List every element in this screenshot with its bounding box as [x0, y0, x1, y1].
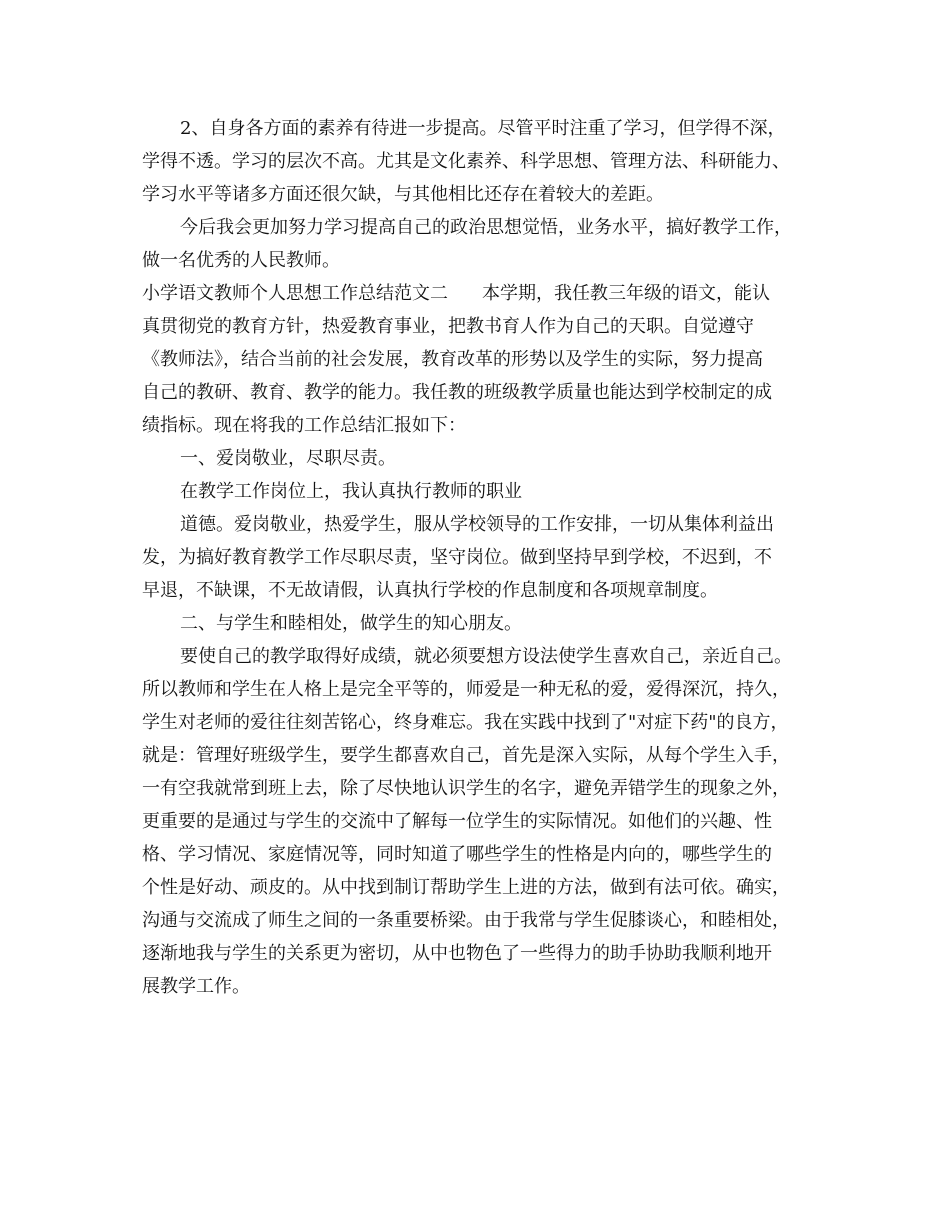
paragraph-line: 个性是好动、顽皮的。从中找到制订帮助学生上进的方法，做到有法可依。确实， [142, 877, 790, 898]
section-title: 小学语文教师个人思想工作总结范文二 [142, 283, 448, 304]
body-text [142, 112, 812, 1003]
paragraph-line: 格、学习情况、家庭情况等，同时知道了哪些学生的性格是内向的，哪些学生的 [142, 844, 772, 865]
paragraph-line: 真贯彻党的教育方针，热爱教育事业，把教书育人作为自己的天职。自觉遵守 [142, 316, 754, 337]
paragraph-line: 2、自身各方面的素养有待进一步提高。尽管平时注重了学习，但学得不深， [180, 118, 786, 139]
paragraph-line: 沟通与交流成了师生之间的一条重要桥梁。由于我常与学生促膝谈心，和睦相处， [142, 910, 790, 931]
paragraph-line: 学得不透。学习的层次不高。尤其是文化素养、科学思想、管理方法、科研能力、 [142, 151, 790, 172]
paragraph-line: 道德。爱岗敬业，热爱学生，服从学校领导的工作安排，一切从集体利益出 [180, 514, 774, 535]
paragraph-line: 更重要的是通过与学生的交流中了解每一位学生的实际情况。如他们的兴趣、性 [142, 811, 772, 832]
paragraph-line: 《教师法》，结合当前的社会发展，教育改革的形势以及学生的实际，努力提高 [142, 349, 763, 370]
section-title-line [142, 277, 812, 310]
paragraph-line: 一有空我就常到班上去，除了尽快地认识学生的名字，避免弄错学生的现象之外， [142, 778, 790, 799]
paragraph-line: 发，为搞好教育教学工作尽职尽责，坚守岗位。做到坚持早到学校，不迟到，不 [142, 547, 772, 568]
paragraph-line: 早退，不缺课，不无故请假，认真执行学校的作息制度和各项规章制度。 [142, 580, 718, 601]
paragraph-start: 本学期，我任教三年级的语文，能认 [482, 283, 770, 304]
paragraph-line: 逐渐地我与学生的关系更为密切，从中也物色了一些得力的助手协助我顺利地开 [142, 943, 772, 964]
paragraph-line: 展教学工作。 [142, 976, 250, 997]
paragraph-line: 学习水平等诸多方面还很欠缺，与其他相比还存在着较大的差距。 [142, 184, 664, 205]
paragraph-line: 就是：管理好班级学生，要学生都喜欢自己，首先是深入实际，从每个学生入手， [142, 745, 790, 766]
heading-line: 一、爱岗敬业，尽职尽责。 [180, 448, 396, 469]
paragraph-line: 所以教师和学生在人格上是完全平等的，师爱是一种无私的爱，爱得深沉，持久， [142, 679, 790, 700]
paragraph-line: 自己的教研、教育、教学的能力。我任教的班级教学质量也能达到学校制定的成 [142, 382, 772, 403]
heading-line: 二、与学生和睦相处，做学生的知心朋友。 [180, 613, 522, 634]
paragraph-line: 要使自己的教学取得好成绩，就必须要想方设法使学生喜欢自己，亲近自己。 [180, 646, 792, 667]
paragraph-line: 做一名优秀的人民教师。 [142, 250, 340, 271]
paragraph-line: 今后我会更加努力学习提高自己的政治思想觉悟，业务水平，搞好教学工作， [180, 217, 792, 238]
paragraph-line: 学生对老师的爱往往刻苦铭心，终身难忘。我在实践中找到了"对症下药"的良方， [142, 712, 789, 733]
paragraph-line: 绩指标。现在将我的工作总结汇报如下： [142, 415, 466, 436]
paragraph-line: 在教学工作岗位上，我认真执行教师的职业 [180, 481, 522, 502]
